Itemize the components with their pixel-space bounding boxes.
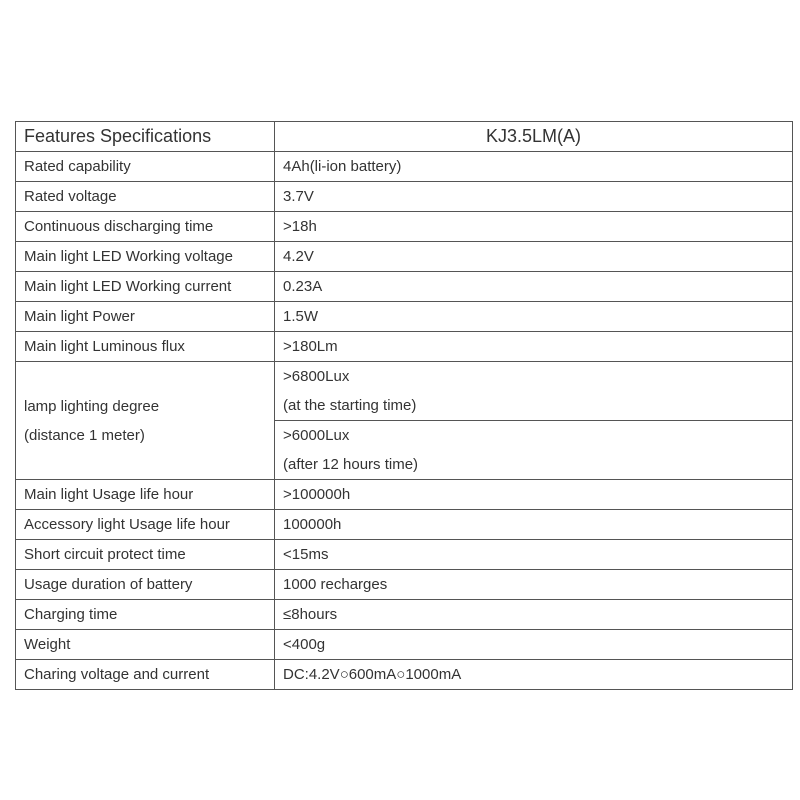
spec-label: Accessory light Usage life hour xyxy=(16,510,275,540)
lighting-after-note: (after 12 hours time) xyxy=(283,456,419,473)
spec-label: Charing voltage and current xyxy=(16,660,275,690)
table-row xyxy=(16,480,793,510)
table-row xyxy=(16,212,793,242)
spec-label: Main light Luminous flux xyxy=(16,332,275,362)
header-model-cell: KJ3.5LM(A) xyxy=(275,122,793,152)
specifications-table xyxy=(15,121,793,690)
spec-label: Main light LED Working current xyxy=(16,272,275,302)
spec-value: DC:4.2V○600mA○1000mA xyxy=(275,660,793,690)
spec-label: Usage duration of battery xyxy=(16,570,275,600)
spec-label: Main light Power xyxy=(16,302,275,332)
spec-label: Charging time xyxy=(16,600,275,630)
spec-value: 4.2V xyxy=(275,242,793,272)
spec-value: >180Lm xyxy=(275,332,793,362)
spec-label: Main light Usage life hour xyxy=(16,480,275,510)
spec-label: Continuous discharging time xyxy=(16,212,275,242)
spec-value: <400g xyxy=(275,630,793,660)
spec-value: >18h xyxy=(275,212,793,242)
lighting-after-value: >6000Lux xyxy=(283,427,350,444)
spec-label: Weight xyxy=(16,630,275,660)
lighting-label-cell xyxy=(16,362,275,480)
lighting-start-value: >6800Lux xyxy=(283,368,350,385)
spec-value: 4Ah(li-ion battery) xyxy=(275,152,793,182)
table-row xyxy=(16,660,793,690)
table-row xyxy=(16,332,793,362)
spec-value: 100000h xyxy=(275,510,793,540)
spec-label: Main light LED Working voltage xyxy=(16,242,275,272)
table-row xyxy=(16,152,793,182)
table-row xyxy=(16,302,793,332)
table-row xyxy=(16,242,793,272)
spec-value: <15ms xyxy=(275,540,793,570)
spec-value: >100000h xyxy=(275,480,793,510)
table-header-row xyxy=(16,122,793,152)
spec-value: ≤8hours xyxy=(275,600,793,630)
lighting-after-cell xyxy=(275,421,793,480)
header-features-cell: Features Specifications xyxy=(16,122,275,152)
table-row xyxy=(16,600,793,630)
lighting-row-start xyxy=(16,362,793,421)
spec-label: Rated capability xyxy=(16,152,275,182)
table-row xyxy=(16,540,793,570)
table-row xyxy=(16,630,793,660)
spec-value: 3.7V xyxy=(275,182,793,212)
table-row xyxy=(16,272,793,302)
spec-value: 1000 recharges xyxy=(275,570,793,600)
table-row xyxy=(16,510,793,540)
spec-value: 1.5W xyxy=(275,302,793,332)
lighting-start-note: (at the starting time) xyxy=(283,397,417,414)
table-row xyxy=(16,570,793,600)
table-row xyxy=(16,182,793,212)
lighting-label-line1: lamp lighting degree xyxy=(24,397,160,415)
spec-label: Rated voltage xyxy=(16,182,275,212)
lighting-start-cell xyxy=(275,362,793,421)
spec-label: Short circuit protect time xyxy=(16,540,275,570)
lighting-label-line2: (distance 1 meter) xyxy=(24,426,145,444)
spec-value: 0.23A xyxy=(275,272,793,302)
